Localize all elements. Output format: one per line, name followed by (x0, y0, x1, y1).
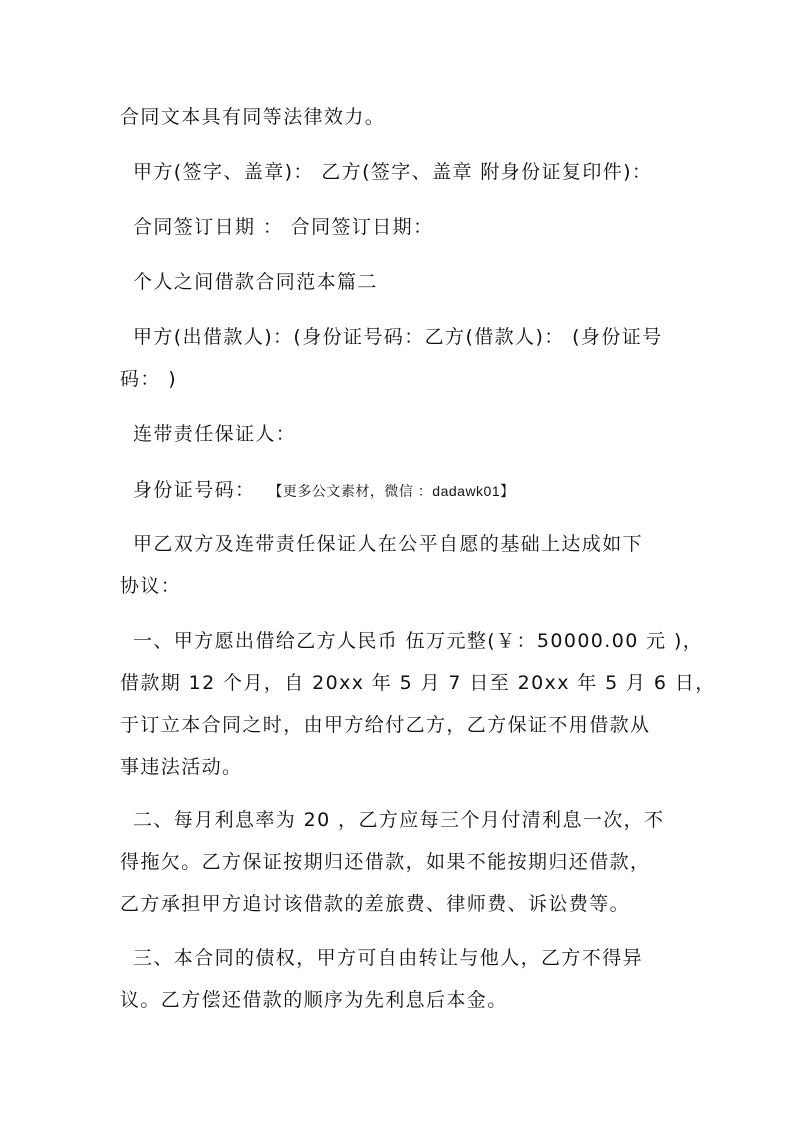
id-number-label: 身份证号码： (133, 479, 256, 501)
signature-line: 甲方(签字、盖章)： 乙方(签字、盖章 附身份证复印件)： (133, 161, 653, 183)
guarantor-line: 连带责任保证人： (133, 423, 297, 445)
clause-1-line: 一、甲方愿出借给乙方人民币 伍万元整(￥：50000.00 元 )， (133, 630, 704, 652)
section-title: 个人之间借款合同范本篇二 (133, 271, 378, 293)
clause-2-line: 二、每月利息率为 20 ，乙方应每三个月付清利息一次，不 (133, 809, 665, 831)
id-number-line (133, 476, 693, 505)
clause-2-line: 得拖欠。乙方保证按期归还借款，如果不能按期归还借款， (120, 851, 651, 873)
promo-note: 【更多公文素材，微信 ：dadawk01】 (275, 483, 515, 499)
paragraph-line: 甲方(出借款人)：(身份证号码：乙方(借款人)： (身份证号 (133, 326, 663, 348)
paragraph-line: 合同文本具有同等法律效力。 (120, 106, 386, 128)
sign-date-line: 合同签订日期 ： 合同签订日期： (133, 216, 434, 238)
clause-1-line: 借款期 12 个月，自 20xx 年 5 月 7 日至 20xx 年 5 月 6 日， (120, 672, 716, 694)
clause-3-line: 议。乙方偿还借款的顺序为先利息后本金。 (120, 989, 508, 1011)
paragraph-line: 码： ) (120, 368, 178, 390)
paragraph-line: 甲乙双方及连带责任保证人在公平自愿的基础上达成如下 (133, 533, 644, 555)
clause-1-line: 事违法活动。 (120, 756, 243, 778)
clause-2-line: 乙方承担甲方追讨该借款的差旅费、律师费、诉讼费等。 (120, 893, 631, 915)
paragraph-line: 协议： (120, 575, 182, 597)
clause-3-line: 三、本合同的债权，甲方可自由转让与他人，乙方不得异 (133, 947, 644, 969)
clause-1-line: 于订立本合同之时，由甲方给付乙方，乙方保证不用借款从 (120, 714, 651, 736)
